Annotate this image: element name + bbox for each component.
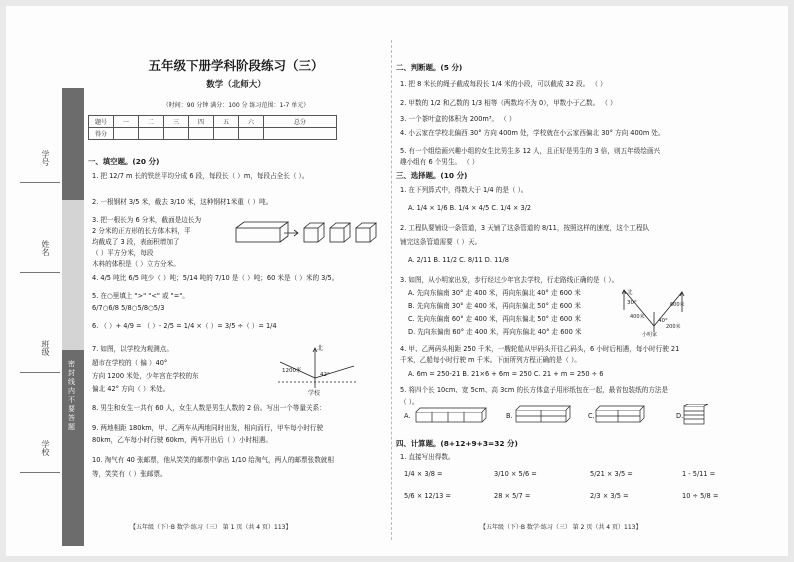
box-arrangement-figures <box>414 404 714 426</box>
choice-5: 5. 将四个长 10cm、宽 5cm、高 3cm 的长方体盒子用形纸包在一起，最省包装纸的方法是 <box>400 386 669 394</box>
score-table-header-row <box>89 116 337 128</box>
score-cell: 总分 <box>264 116 337 128</box>
score-cell: 一 <box>114 116 139 128</box>
calc-2-2: 28 × 5/7 = <box>494 492 531 500</box>
question-2: 2. 一根钢材 3/5 米，截去 3/10 米，这种钢材1米重（ ）吨。 <box>92 198 273 206</box>
route-angle-2: 40° <box>658 318 668 324</box>
question-7-line-2: 超市在学校的（ 偏 ）40° <box>92 359 168 367</box>
judge-4: 4. 小云家在学校北偏西 30° 方向 400m 处，学校就在小云家西偏北 30° 方向 400m 处。 <box>400 129 665 137</box>
box-option-c: C. <box>588 412 595 420</box>
left-page-footer: 【五年级（下）·B 数学·练习（三） 第 1 页（共 4 页）113】 <box>130 524 292 531</box>
name-label: 姓名 <box>41 240 50 256</box>
route-distance-1: 400米 <box>630 314 645 320</box>
question-3-line-2: 2 分米的正方形的长方体木料，平 <box>92 227 191 235</box>
score-cell: 题号 <box>89 116 114 128</box>
name-line <box>20 272 60 273</box>
judge-1: 1. 把 8 米长的绳子截成每段长 1/4 米的小段，可以截成 32 段。 （ ） <box>400 80 607 88</box>
page-divider <box>391 40 392 540</box>
box-option-a: A. <box>404 412 411 420</box>
question-7-line-3: 方向 1200 米处，少年宫在学校的东 <box>92 372 199 380</box>
calc-2-3: 2/3 × 3/5 = <box>590 492 629 500</box>
map-north-label: 北 <box>317 345 324 352</box>
choice-3-option-c: C. 先向东偏南 60° 走 400 米，再向东偏北 50° 走 600 米 <box>408 315 582 323</box>
route-north-label: 北 <box>627 290 633 296</box>
map-school-label: 学校 <box>308 390 321 397</box>
choice-2: 2. 工程队要铺设一条管道，3 天铺了这条管道的 8/11，按照这样的速度，这个工程队 <box>400 224 650 232</box>
calc-1-4: 1 - 5/11 = <box>682 470 716 478</box>
question-3-line-5: 木料的体积是（ ）立方分米。 <box>92 260 180 268</box>
section-fill-blank: 一、填空题。(20 分) <box>88 157 160 166</box>
section-calculation: 四、计算题。(8+12+9+3=32 分) <box>396 439 518 448</box>
score-cell: 六 <box>239 116 264 128</box>
binding-strip-light <box>62 200 84 350</box>
question-4: 4. 4/5 吨比 6/5 吨少（ ）吨；5/14 吨的 7/10 是（ ）吨；60 米是（ ）米的 3/5。 <box>92 274 339 282</box>
question-9: 9. 两地相距 180km，甲、乙两车从两地同时出发，相向而行，甲车每小时行驶 <box>92 424 324 432</box>
binding-notice: 密封线内不要答题 <box>68 360 75 431</box>
map-distance-label: 1200米 <box>282 368 302 374</box>
question-10-line-2: 等，笑笑有（ ）张邮票。 <box>92 470 167 478</box>
choice-2-line-2: 铺完这条管道需要（ ）天。 <box>400 238 482 246</box>
score-input-cell[interactable] <box>114 128 139 140</box>
choice-4-options: A. 6m = 250-21 B. 21×6 + 6m = 250 C. 21 + m = 250 ÷ 6 <box>408 370 604 378</box>
exam-info: （时间：90 分钟 满分：100 分 练习范围：1-7 单元） <box>162 102 310 109</box>
route-distance-2: 200米 <box>666 324 681 330</box>
calc-1-1: 1/4 × 3/8 = <box>404 470 443 478</box>
box-option-b: B. <box>506 412 513 420</box>
question-8: 8. 男生和女生一共有 60 人，女生人数是男生人数的 2 倍。写出一个等量关系： <box>92 404 326 412</box>
score-input-cell[interactable] <box>239 128 264 140</box>
calc-2-4: 10 ÷ 5/8 = <box>682 492 719 500</box>
calc-1-3: 5/21 × 3/5 = <box>590 470 633 478</box>
calc-2-1: 5/6 × 12/13 = <box>404 492 451 500</box>
choice-4-line-2: 千米，乙船每小时行驶 m 千米。下面所列方程正确的是（ ）。 <box>400 356 581 364</box>
cuboid-cut-diagram <box>234 218 384 248</box>
choice-4: 4. 甲、乙两码头相距 250 千米，一艘轮船从甲码头开往乙码头，6 小时后相遇，每小时行驶 21 <box>400 345 680 353</box>
question-5-items: 6/7○6/8 5/8○5/8○5/3 <box>92 304 165 312</box>
question-7-line-4: 偏北 42° 方向（ ）米处。 <box>92 385 170 393</box>
score-input-cell[interactable] <box>214 128 239 140</box>
choice-2-options: A. 2/11 B. 11/2 C. 8/11 D. 11/8 <box>408 256 509 264</box>
student-id-label: 学号 <box>41 150 50 166</box>
class-line <box>20 372 60 373</box>
class-label: 班级 <box>41 340 50 356</box>
route-direction-map <box>614 282 696 338</box>
question-9-line-2: 80km，乙车每小时行驶 60km，两车开出后（ ）小时相遇。 <box>92 436 272 444</box>
choice-3-option-b: B. 先向东偏南 30° 走 400 米，再向东偏北 50° 走 600 米 <box>408 302 581 310</box>
question-3-line-4: （ ）平方分米，每段 <box>92 249 154 257</box>
judge-3: 3. 一个茶叶盒的体积为 200m³。 （ ） <box>400 115 516 123</box>
score-table <box>88 115 337 140</box>
page-subtitle: 数学（北师大） <box>206 80 266 90</box>
score-input-cell[interactable] <box>139 128 164 140</box>
choice-3-option-a: A. 先向东偏南 30° 走 400 米，再向东偏北 40° 走 600 米 <box>408 289 581 297</box>
choice-3-option-d: D. 先向东偏南 60° 走 400 米，再向东偏北 40° 走 600 米 <box>408 328 582 336</box>
section-true-false: 二、判断题。(5 分) <box>396 63 463 72</box>
judge-5-line-2: 趣小组有 6 个男生。 （ ） <box>400 158 479 166</box>
judge-2: 2. 甲数的 1/2 和乙数的 1/3 相等（两数均不为 0），甲数小于乙数。 （ ） <box>400 99 617 107</box>
score-cell: 二 <box>139 116 164 128</box>
question-5: 5. 在○里填上 ">" "<" 或 "="。 <box>92 292 189 300</box>
box-option-d: D. <box>676 412 684 420</box>
score-cell: 四 <box>189 116 214 128</box>
score-table-score-row <box>89 128 337 140</box>
judge-5: 5. 有一个组绘画兴趣小组的女生比男生多 12 人，且正好是男生的 3 倍，则五年级绘画兴 <box>400 147 661 155</box>
score-cell: 五 <box>214 116 239 128</box>
question-1: 1. 把 12/7 m 长的铁丝平均分成 6 段，每段长（ ）m，每段占全长（ ）。 <box>92 172 309 180</box>
score-input-cell[interactable] <box>264 128 337 140</box>
question-3-line-1: 3. 把一根长为 6 分米，截面是边长为 <box>92 216 202 224</box>
school-label: 学校 <box>41 440 50 456</box>
score-input-cell[interactable] <box>164 128 189 140</box>
score-cell: 三 <box>164 116 189 128</box>
calc-1-2: 3/10 × 5/6 = <box>494 470 537 478</box>
choice-1-options: A. 1/4 × 1/6 B. 1/4 × 4/5 C. 1/4 × 3/2 <box>408 204 532 212</box>
question-7: 7. 如图，以学校为观测点。 <box>92 345 173 353</box>
question-10: 10. 淘气有 40 张邮票，他从笑笑的邮票中拿出 1/10 给淘气，两人的邮票张数就相 <box>92 456 334 464</box>
route-home-label: 小明家 <box>642 332 658 338</box>
calc-instruction: 1. 直接写出得数。 <box>400 453 455 461</box>
choice-1: 1. 在下列算式中，得数大于 1/4 的是（ ）。 <box>400 186 528 194</box>
school-line <box>20 472 60 473</box>
right-page-footer: 【五年级（下）·B 数学·练习（三） 第 2 页（共 4 页）113】 <box>480 524 642 531</box>
route-distance-3: 600米 <box>670 302 685 308</box>
school-direction-map <box>270 342 360 397</box>
question-6: 6. （ ）+ 4/9 = （ ）- 2/5 = 1/4 ×（ ）= 3/5 ÷（ ）= 1/4 <box>92 322 277 330</box>
map-angle-label: 42° <box>320 372 330 378</box>
choice-3: 3. 如图，从小明家出发，步行经过少年宫去学校，行走路线正确的是（ ）。 <box>400 276 619 284</box>
section-multiple-choice: 三、选择题。(10 分) <box>396 171 468 180</box>
page-title: 五年级下册学科阶段练习（三） <box>148 58 324 73</box>
choice-5-line-2: （ ）。 <box>400 398 419 406</box>
score-input-cell[interactable] <box>189 128 214 140</box>
score-cell: 得分 <box>89 128 114 140</box>
student-id-line <box>20 182 60 183</box>
question-3-line-3: 均截成了 3 段，表面积增加了 <box>92 238 180 246</box>
route-angle-1: 30° <box>627 300 637 306</box>
